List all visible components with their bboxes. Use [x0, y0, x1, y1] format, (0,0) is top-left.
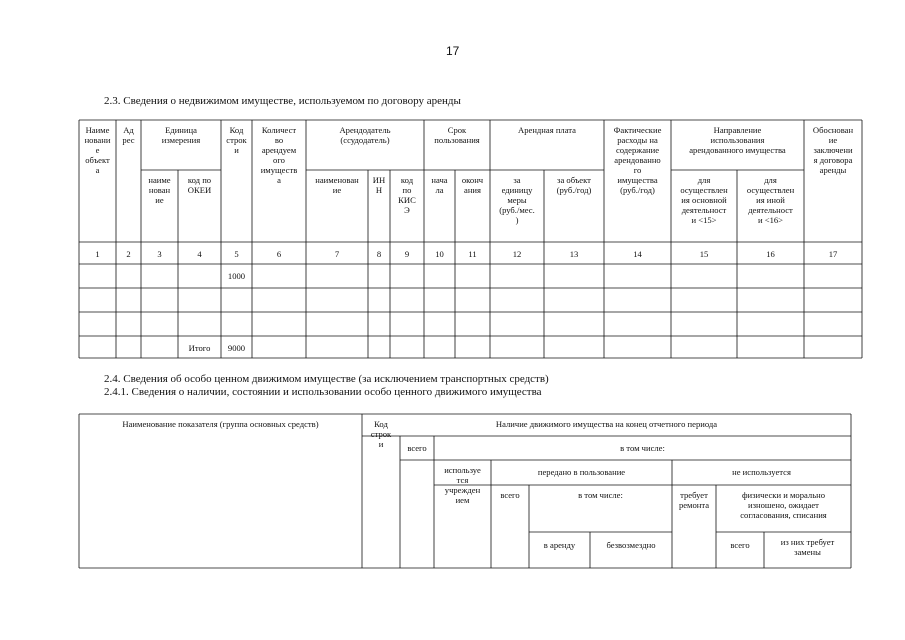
section-2-3-heading: 2.3. Сведения о недвижимом имуществе, используемом по договору аренды	[104, 95, 461, 107]
header-actual-costs: имущества	[617, 175, 658, 185]
section-2-4-1-heading: 2.4.1. Сведения о наличии, состоянии и использовании особо ценного движимого имущества	[104, 386, 542, 398]
header-used-by-institution: ием	[455, 495, 470, 505]
header-rent-per-unit: )	[515, 215, 519, 225]
header-direction-other: и <16>	[757, 215, 784, 225]
header-rent-per-object: за объект	[557, 175, 591, 185]
header-direction-main: осуществлен	[680, 185, 728, 195]
header-row-code: Код	[374, 419, 388, 429]
header-transferred-including: в том числе:	[578, 490, 623, 500]
header-quantity: имуществ	[260, 165, 298, 175]
header-lessor-inn: Н	[375, 185, 383, 195]
header-row-code: и	[378, 439, 384, 449]
page-number: 17	[446, 44, 460, 58]
header-lessor-kiso: код	[400, 175, 414, 185]
header-unit-group: Единица	[165, 125, 197, 135]
header-object-name: новани	[84, 135, 111, 145]
header-including: в том числе:	[620, 443, 665, 453]
movable-property-table	[79, 414, 851, 568]
header-worn-total: всего	[730, 540, 750, 550]
header-lessor-group: (ссудодатель)	[340, 135, 390, 145]
header-address: рес	[122, 135, 135, 145]
header-term-start: ла	[435, 185, 444, 195]
header-quantity: ого	[273, 155, 285, 165]
header-justification: Обоснован	[812, 125, 854, 135]
header-free-of-charge: безвозмездно	[606, 540, 656, 550]
header-direction-group: арендованного имущества	[689, 145, 786, 155]
header-unit-name: нован	[148, 185, 171, 195]
header-justification: ие	[828, 135, 838, 145]
header-unit-name: ие	[155, 195, 164, 205]
header-direction-other: для	[764, 175, 777, 185]
header-quantity: а	[277, 175, 281, 185]
column-number: 17	[828, 249, 838, 259]
header-row-code: и	[234, 145, 239, 155]
header-direction-main: ия основной	[681, 195, 727, 205]
header-unit-okei: ОКЕИ	[187, 185, 212, 195]
column-number: 16	[766, 249, 775, 259]
header-lessor-inn: ИН	[372, 175, 386, 185]
header-term-end: ания	[464, 185, 481, 195]
header-object-name: а	[95, 165, 100, 175]
column-number: 3	[157, 249, 162, 259]
column-number: 13	[569, 249, 579, 259]
column-number: 8	[376, 249, 382, 259]
column-number: 2	[126, 249, 131, 259]
header-lessor-kiso: КИС	[398, 195, 416, 205]
header-term-group: Срок	[447, 125, 467, 135]
header-lessor-kiso: Э	[404, 205, 410, 215]
header-direction-main: для	[697, 175, 711, 185]
column-number: 7	[334, 249, 340, 259]
header-rent-group: Арендная плата	[518, 125, 576, 135]
header-lessor-group: Арендодатель	[339, 125, 391, 135]
header-rent-per-unit: (руб./мес.	[499, 205, 535, 215]
header-object-name: е	[95, 145, 100, 155]
header-actual-costs: (руб./год)	[620, 185, 655, 195]
header-justification: заключени	[813, 145, 853, 155]
header-direction-main: и <15>	[691, 215, 717, 225]
header-quantity: во	[274, 135, 284, 145]
header-actual-costs: Фактические	[613, 125, 662, 135]
header-justification: я договора	[813, 155, 853, 165]
header-actual-costs: го	[633, 165, 642, 175]
header-lessor-name: наименован	[315, 175, 359, 185]
header-direction-other: осуществлен	[746, 185, 795, 195]
row-total-label: Итого	[188, 343, 211, 353]
column-number: 14	[633, 249, 642, 259]
header-needs-repair: требует	[680, 490, 708, 500]
column-number: 9	[404, 249, 410, 259]
header-rent-per-unit: за	[513, 175, 521, 185]
header-used-by-institution: учрежден	[444, 485, 481, 495]
header-transferred: передано в пользование	[537, 467, 626, 477]
header-term-end: оконч	[461, 175, 484, 185]
header-direction-group: Направление	[713, 125, 762, 135]
header-direction-other: деятельност	[748, 205, 793, 215]
row-code-value: 9000	[227, 343, 246, 353]
header-used-by-institution: используе	[444, 465, 481, 475]
header-object-name: объект	[85, 155, 110, 165]
header-unit-okei: код по	[187, 175, 212, 185]
header-actual-costs: расходы на	[617, 135, 658, 145]
header-rent-per-unit: меры	[507, 195, 527, 205]
lease-property-table	[79, 120, 862, 358]
header-object-name: Наиме	[85, 125, 110, 135]
header-direction-other: ия иной	[756, 195, 785, 205]
column-number: 5	[234, 249, 239, 259]
header-quantity: арендуем	[261, 145, 297, 155]
header-actual-costs: арендованно	[614, 155, 661, 165]
header-direction-group: использования	[710, 135, 765, 145]
header-address: Ад	[123, 125, 134, 135]
column-number: 6	[276, 249, 282, 259]
header-actual-costs: содержание	[615, 145, 660, 155]
header-availability: Наличие движимого имущества на конец отчетного периода	[495, 419, 718, 429]
section-2-4-heading: 2.4. Сведения об особо ценном движимом имуществе (за исключением транспортных средств)	[104, 373, 549, 385]
header-quantity: Количест	[261, 125, 297, 135]
column-number: 10	[435, 249, 444, 259]
row-code-value: 1000	[227, 271, 246, 281]
header-unit-group: измерения	[161, 135, 201, 145]
header-not-used: не используется	[732, 467, 791, 477]
header-total: всего	[407, 443, 427, 453]
header-lessor-kiso: по	[402, 185, 412, 195]
header-used-by-institution: тся	[456, 475, 469, 485]
column-number: 15	[699, 249, 709, 259]
header-indicator: Наименование показателя (группа основных средств)	[122, 419, 319, 429]
header-term-group: пользования	[434, 135, 480, 145]
header-rent-per-unit: единицу	[501, 185, 533, 195]
header-needs-repair: ремонта	[678, 500, 710, 510]
header-row-code: строк	[370, 429, 392, 439]
header-worn-out: согласования, списания	[740, 510, 827, 520]
header-for-rent: в аренду	[543, 540, 576, 550]
header-unit-name: наиме	[148, 175, 171, 185]
column-number: 4	[197, 249, 202, 259]
header-transferred-total: всего	[500, 490, 520, 500]
header-justification: аренды	[819, 165, 847, 175]
column-number: 11	[468, 249, 477, 259]
header-worn-out: физически и морально	[741, 490, 826, 500]
header-needs-replacement: из них требует	[780, 537, 835, 547]
header-lessor-name: ие	[332, 185, 342, 195]
header-worn-out: изношено, ожидает	[748, 500, 819, 510]
header-needs-replacement: замены	[794, 547, 821, 557]
header-term-start: нача	[431, 175, 448, 185]
header-row-code: Код	[229, 125, 244, 135]
header-rent-per-object: (руб./год)	[556, 185, 592, 195]
header-row-code: строк	[226, 135, 247, 145]
column-number: 12	[512, 249, 522, 259]
header-direction-main: деятельност	[681, 205, 727, 215]
column-number: 1	[95, 249, 100, 259]
